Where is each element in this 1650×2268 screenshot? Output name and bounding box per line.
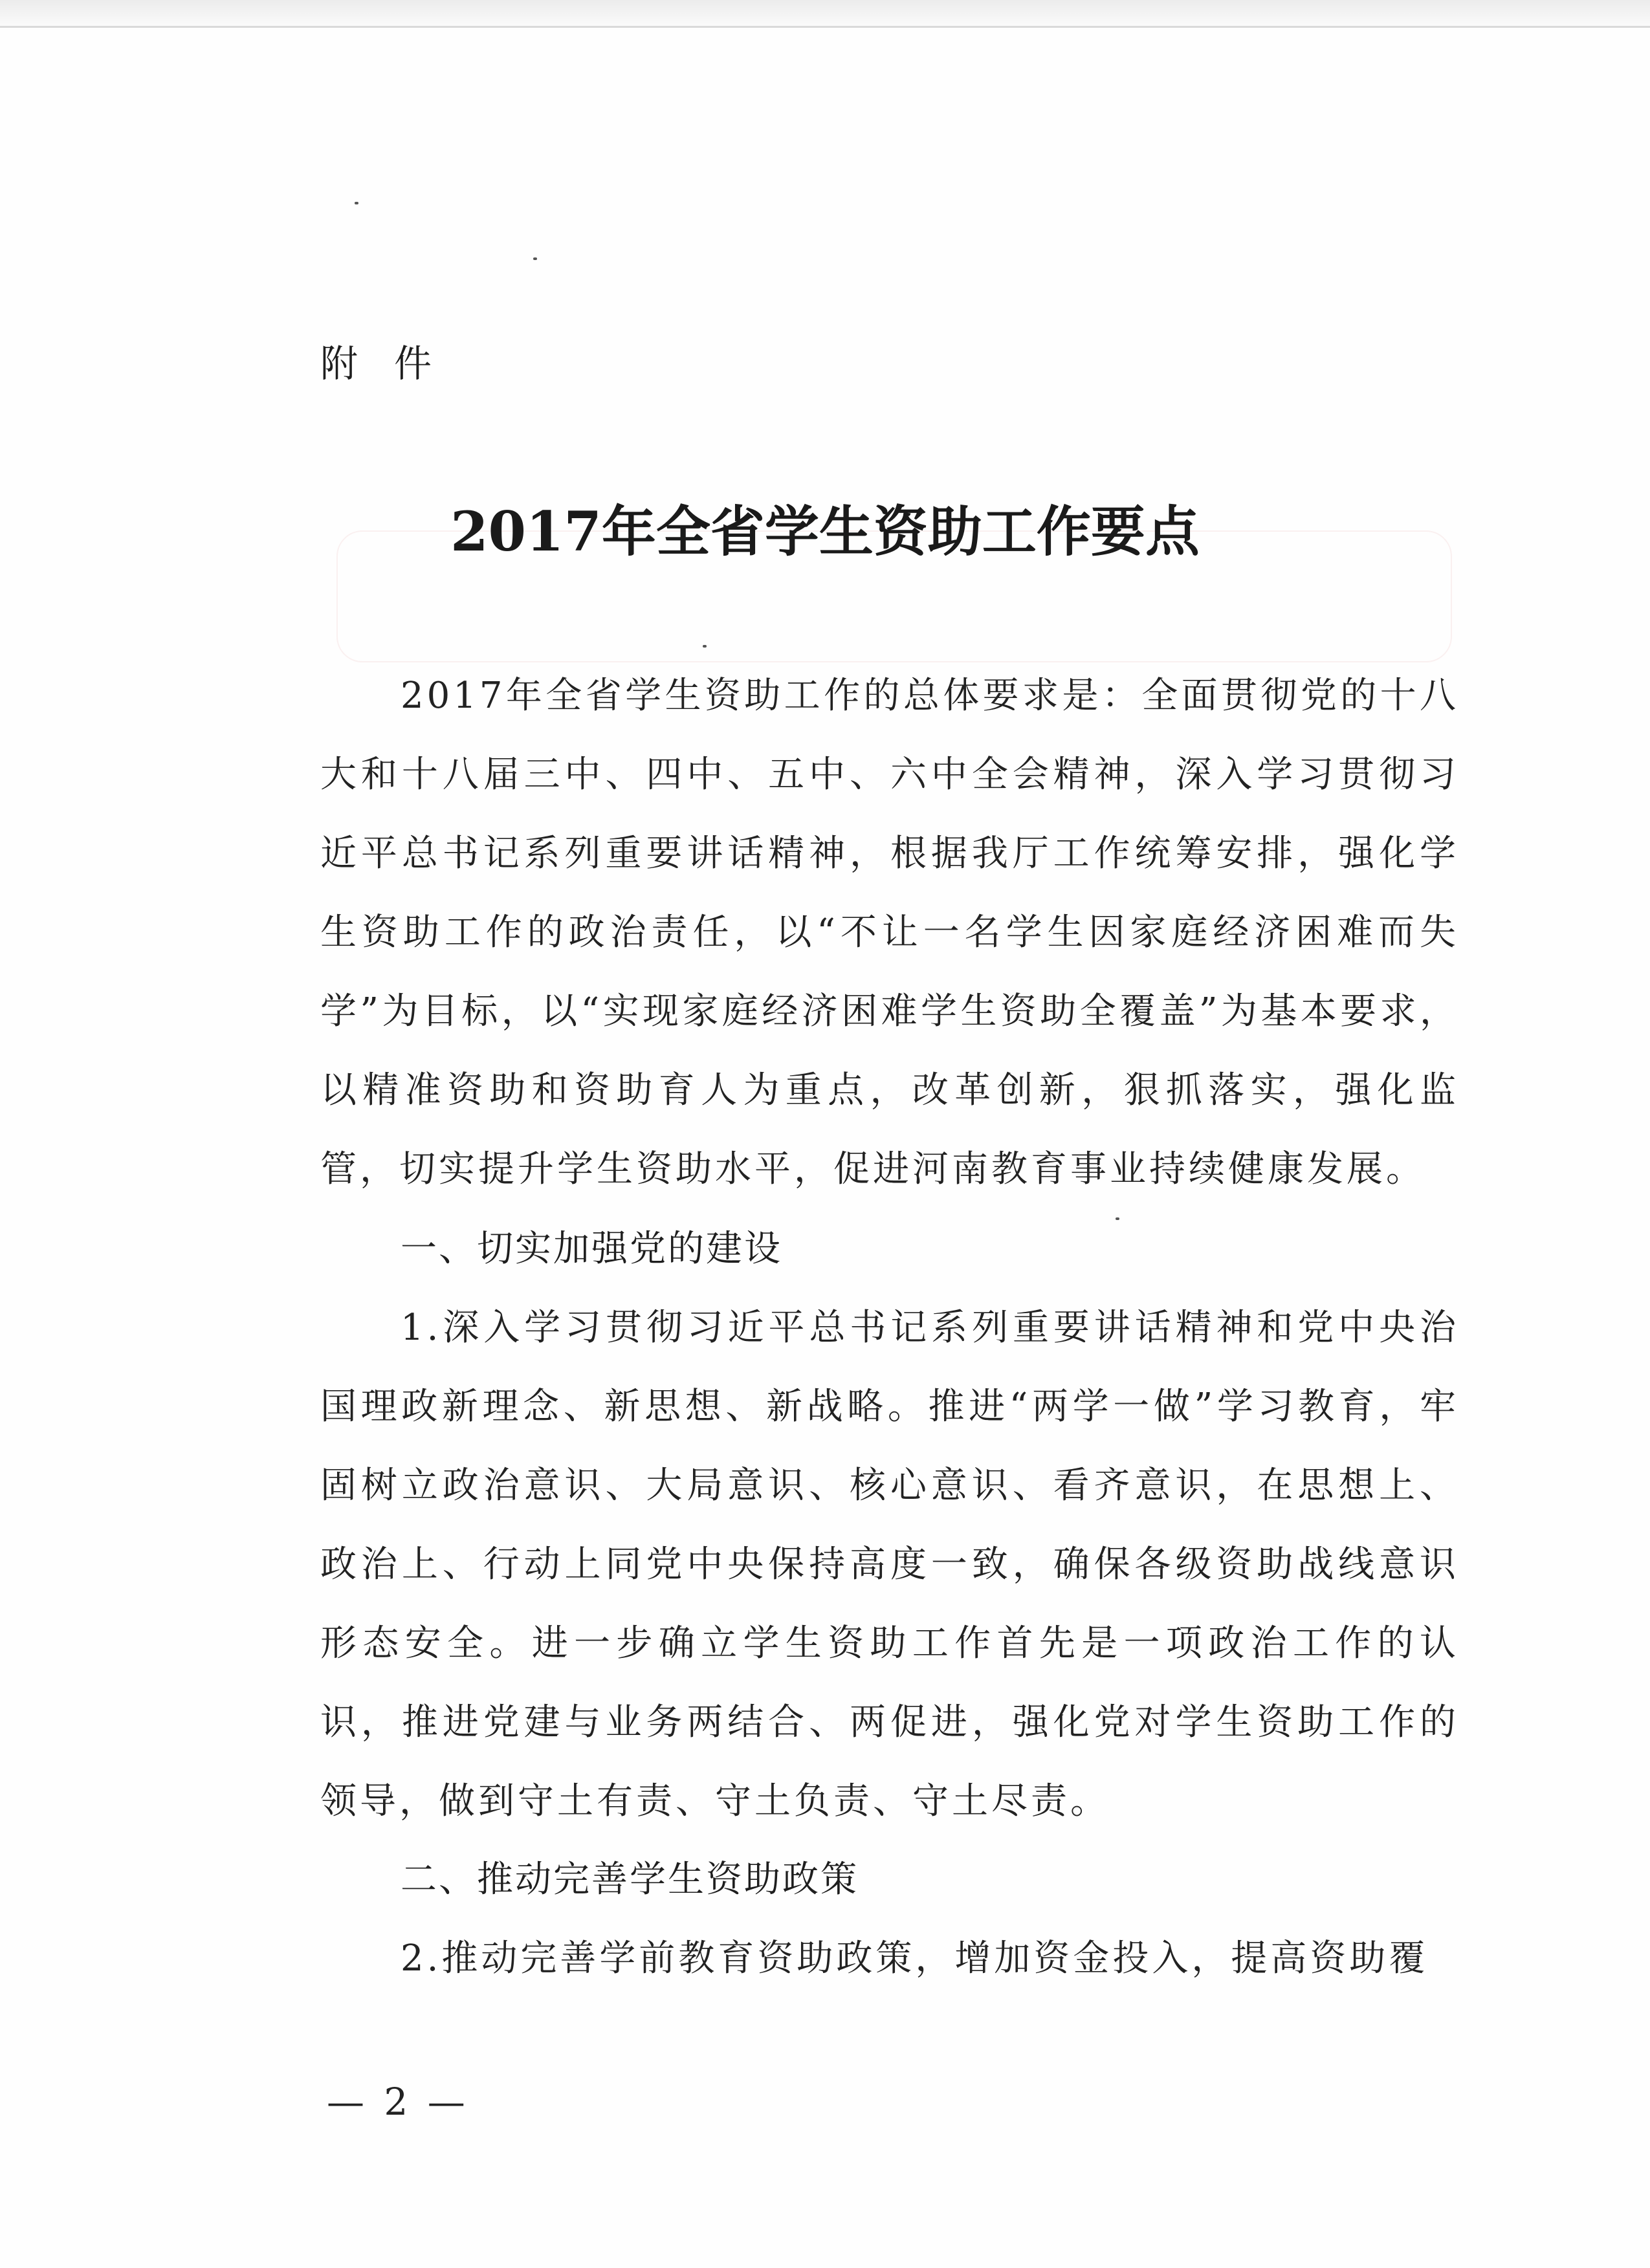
document-title: 2017年全省学生资助工作要点	[450, 499, 1200, 563]
page-number: — 2 —	[327, 2080, 469, 2124]
section-heading-aid-policy: 二、推动完善学生资助政策	[401, 1859, 859, 1901]
attachment-label: 附件	[320, 342, 468, 386]
scan-speck	[1116, 1217, 1119, 1220]
section-paragraph-aid-policy: 2.推动完善学前教育资助政策，增加资金投入，提高资助覆	[401, 1937, 1429, 1979]
scan-edge	[0, 0, 1650, 28]
section-paragraph-party-building: 1.深入学习贯彻习近平总书记系列重要讲话精神和党中央治国理政新理念、新思想、新战略。推进“两学一做”学习教育，牢固树立政治意识、大局意识、核心意识、看齐意识，在思想上、政治上、行动上同党中央保持高度一致，确保各级资助战线意识形态安全。进一步确立学生资助工作首先是一项政治工作的认识，推进党建与业务两结合、两促进，强化党对学生资助工作的领导，做到守土有责、守土负责、守土尽责。	[320, 1307, 1459, 1822]
intro-paragraph: 2017年全省学生资助工作的总体要求是：全面贯彻党的十八大和十八届三中、四中、五中、六中全会精神，深入学习贯彻习近平总书记系列重要讲话精神，根据我厅工作统筹安排，强化学生资助工作的政治责任，以“不让一名学生因家庭经济困难而失学”为目标，以“实现家庭经济困难学生资助全覆盖”为基本要求，以精准资助和资助育人为重点，改革创新，狠抓落实，强化监管，切实提升学生资助水平，促进河南教育事业持续健康发展。	[320, 675, 1459, 1190]
scan-speck	[533, 257, 537, 260]
scan-speck	[355, 202, 358, 204]
scan-speck	[703, 645, 707, 648]
section-heading-party-building: 一、切实加强党的建设	[401, 1228, 782, 1270]
